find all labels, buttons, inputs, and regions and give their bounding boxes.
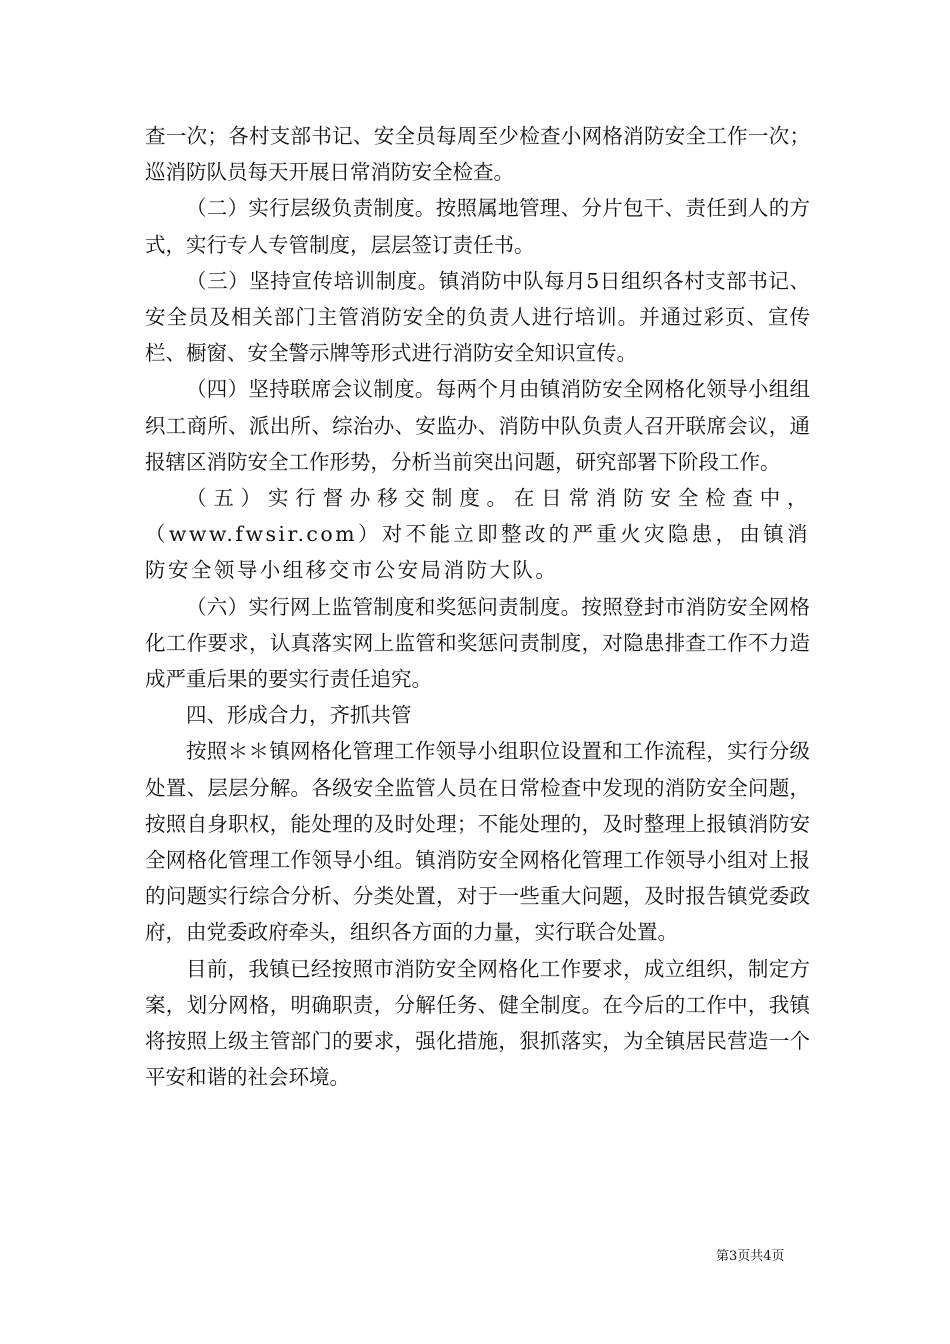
paragraph-joint-meeting: （四）坚持联席会议制度。每两个月由镇消防安全网格化领导小组组织工商所、派出所、综治办、安监办、消防中队负责人召开联席会议，通报辖区消防安全工作形势，分析当前突出问题，研究部署下阶段工作。	[145, 377, 810, 474]
paragraph-continuation: 查一次；各村支部书记、安全员每周至少检查小网格消防安全工作一次；巡消防队员每天开展日常消防安全检查。	[145, 124, 810, 185]
paragraph-training-system: （三）坚持宣传培训制度。镇消防中队每月5日组织各村支部书记、安全员及相关部门主管消防安全的负责人进行培训。并通过彩页、宣传栏、橱窗、安全警示牌等形式进行消防安全知识宣传。	[145, 268, 810, 366]
paragraph-supervision-transfer: （五）实行督办移交制度。在日常消防安全检查中，（www.fwsir.com）对不能立即整改的严重火灾隐患，由镇消防安全领导小组移交市公安局消防大队。	[145, 486, 810, 583]
paragraph-tiered-responsibility: （二）实行层级负责制度。按照属地管理、分片包干、责任到人的方式，实行专人专管制度，层层签订责任书。	[145, 196, 810, 257]
document-body	[145, 118, 810, 1095]
paragraph-online-supervision: （六）实行网上监管制度和奖惩问责制度。按照登封市消防安全网格化工作要求，认真落实网上监管和奖惩问责制度，对隐患排查工作不力造成严重后果的要实行责任追究。	[145, 594, 810, 692]
paragraph-graded-handling: 按照＊＊镇网格化管理工作领导小组职位设置和工作流程，实行分级处置、层层分解。各级安全监管人员在日常检查中发现的消防安全问题，按照自身职权，能处理的及时处理；不能处理的，及时整理上报镇消防安全网格化管理工作领导小组。镇消防安全网格化管理工作领导小组对上报的问题实行综合分析、分类处置，对于一些重大问题，及时报告镇党委政府，由党委政府牵头，组织各方面的力量，实行联合处置。	[145, 739, 810, 945]
page-number: 第3页共4页	[716, 1249, 785, 1264]
paragraph-conclusion: 目前，我镇已经按照市消防安全网格化工作要求，成立组织，制定方案，划分网格，明确职责，分解任务、健全制度。在今后的工作中，我镇将按照上级主管部门的要求，强化措施，狠抓落实，为全镇居民营造一个平安和谐的社会环境。	[145, 956, 810, 1090]
section-heading-joint-effort: 四、形成合力，齐抓共管	[186, 703, 412, 728]
